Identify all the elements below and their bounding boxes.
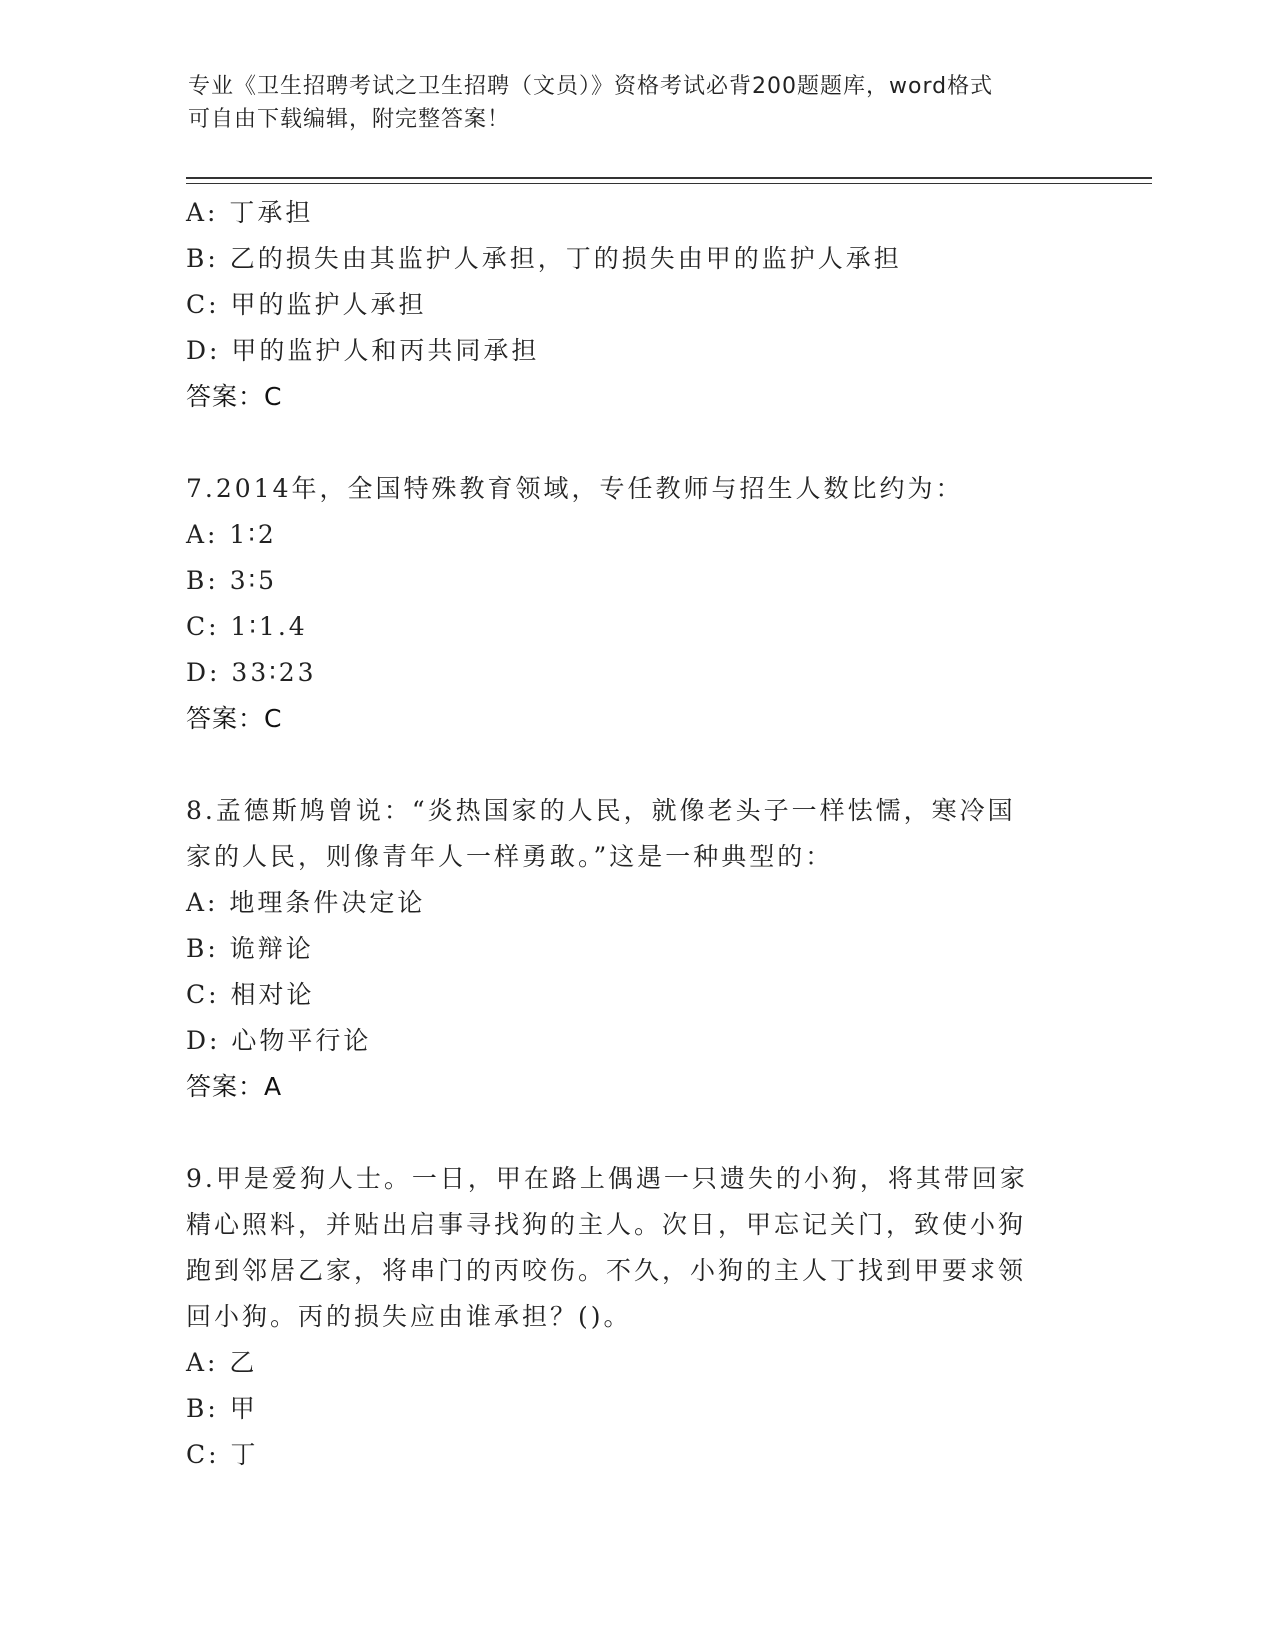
spacer (186, 420, 1066, 466)
question-7 (186, 466, 1066, 742)
question-stem: 7.2014年，全国特殊教育领域，专任教师与招生人数比约为： (186, 474, 964, 503)
option-d: D: 心物平行论 (186, 1026, 372, 1055)
option-a: A: 丁承担 (186, 198, 314, 227)
question-list (186, 190, 1066, 1478)
option-b: B: 乙的损失由其监护人承担，丁的损失由甲的监护人承担 (186, 244, 902, 273)
question-8 (186, 788, 1066, 1110)
header-rule-thick (186, 177, 1152, 179)
question-stem-line-3: 跑到邻居乙家，将串门的丙咬伤。不久，小狗的主人丁找到甲要求领 (186, 1256, 1027, 1285)
document-header (188, 70, 1068, 136)
question-stem-line-1: 8.孟德斯鸠曾说：“炎热国家的人民，就像老头子一样怯懦，寒冷国 (186, 796, 1016, 825)
answer-line: 答案：A (186, 1072, 283, 1101)
option-d: D: 33∶23 (186, 658, 317, 687)
question-stem-line-2: 家的人民，则像青年人一样勇敢。”这是一种典型的： (186, 842, 834, 871)
question-stem-line-2: 精心照料，并贴出启事寻找狗的主人。次日，甲忘记关门，致使小狗 (186, 1210, 1027, 1239)
header-rule-thin (186, 183, 1152, 184)
option-b: B: 3∶5 (186, 566, 278, 595)
answer-line: 答案：C (186, 704, 283, 733)
option-c: C: 相对论 (186, 980, 315, 1009)
option-c: C: 1∶1.4 (186, 612, 308, 641)
question-6-continued (186, 190, 1066, 420)
question-9 (186, 1156, 1066, 1478)
answer-line: 答案：C (186, 382, 283, 411)
question-stem-line-1: 9.甲是爱狗人士。一日，甲在路上偶遇一只遗失的小狗，将其带回家 (186, 1164, 1028, 1193)
option-a: A: 乙 (186, 1348, 258, 1377)
option-b: B: 诡辩论 (186, 934, 314, 963)
option-a: A: 1∶2 (186, 520, 277, 549)
option-a: A: 地理条件决定论 (186, 888, 426, 917)
spacer (186, 1110, 1066, 1156)
spacer (186, 742, 1066, 788)
option-c: C: 丁 (186, 1440, 259, 1469)
header-line-2: 可自由下载编辑，附完整答案！ (188, 107, 511, 132)
header-line-1: 专业《卫生招聘考试之卫生招聘（文员）》资格考试必背200题题库，word格式 (188, 74, 994, 99)
option-c: C: 甲的监护人承担 (186, 290, 427, 319)
option-b: B: 甲 (186, 1394, 258, 1423)
question-stem-line-4: 回小狗。丙的损失应由谁承担？()。 (186, 1302, 632, 1331)
option-d: D: 甲的监护人和丙共同承担 (186, 336, 540, 365)
